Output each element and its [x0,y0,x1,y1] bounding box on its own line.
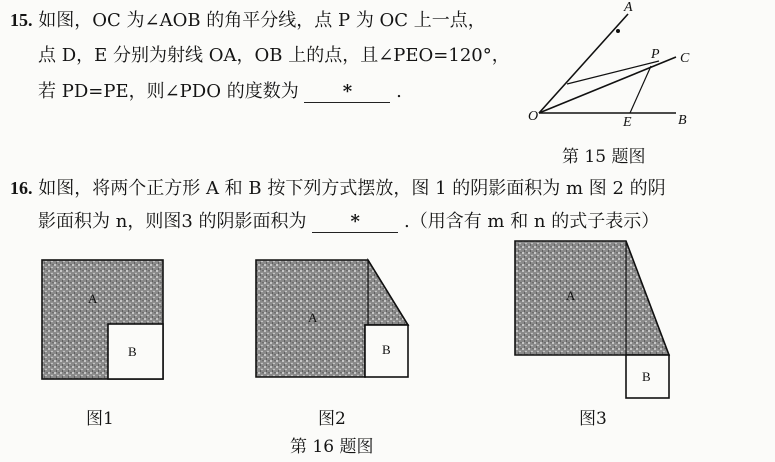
figure-3-caption: 图3 [579,409,607,429]
label-a: A [88,291,98,306]
q16-text-2-end: .（用含有 m 和 n 的式子表示） [403,211,660,232]
q16-text-2: 影面积为 n，则图3 的阴影面积为 [38,211,307,232]
q16-text-1: 如图，将两个正方形 A 和 B 按下列方式摆放，图 1 的阴影面积为 m 图 2 的阴 [38,178,666,199]
angle-figure [528,0,690,130]
label-o: O [528,109,539,124]
figure-3 [515,241,669,398]
q16-line-1 [10,176,666,201]
q15-line-3 [38,80,402,104]
label-e: E [623,115,632,130]
label-a: A [624,0,633,15]
ray-oa [539,14,628,113]
q15-number: 15. [10,10,33,30]
segment-pe [630,66,651,113]
q16-figure-caption: 第 16 题图 [290,437,374,457]
segment-pd [567,61,659,84]
q15-text-3-end: . [396,81,402,102]
figure-1 [42,260,163,379]
q15-figure-caption: 第 15 题图 [562,147,646,167]
shaded-region [515,241,669,355]
label-a: A [566,288,576,303]
label-b: B [128,344,137,359]
figure-2 [256,260,408,377]
figure-1-caption: 图1 [86,409,114,429]
label-p: P [651,47,660,62]
ray-oc [539,57,676,113]
figure-2-caption: 图2 [318,409,346,429]
q16-answer-blank[interactable]: * [312,212,398,233]
label-b: B [678,113,687,128]
q15-line-1 [10,8,486,33]
q16-number: 16. [10,178,33,198]
q15-line-2: 点 D，E 分别为射线 OA，OB 上的点，且∠PEO=120°， [38,45,510,66]
q15-answer-blank[interactable]: * [304,82,390,103]
label-a: A [308,310,318,325]
point-d-mark [616,29,620,33]
label-b: B [382,342,391,357]
q15-text-1: 如图，OC 为∠AOB 的角平分线，点 P 为 OC 上一点， [38,10,486,31]
label-c: C [680,51,690,66]
label-b: B [642,369,651,384]
q15-text-3: 若 PD=PE，则∠PDO 的度数为 [38,81,299,102]
q16-line-2 [38,210,659,234]
